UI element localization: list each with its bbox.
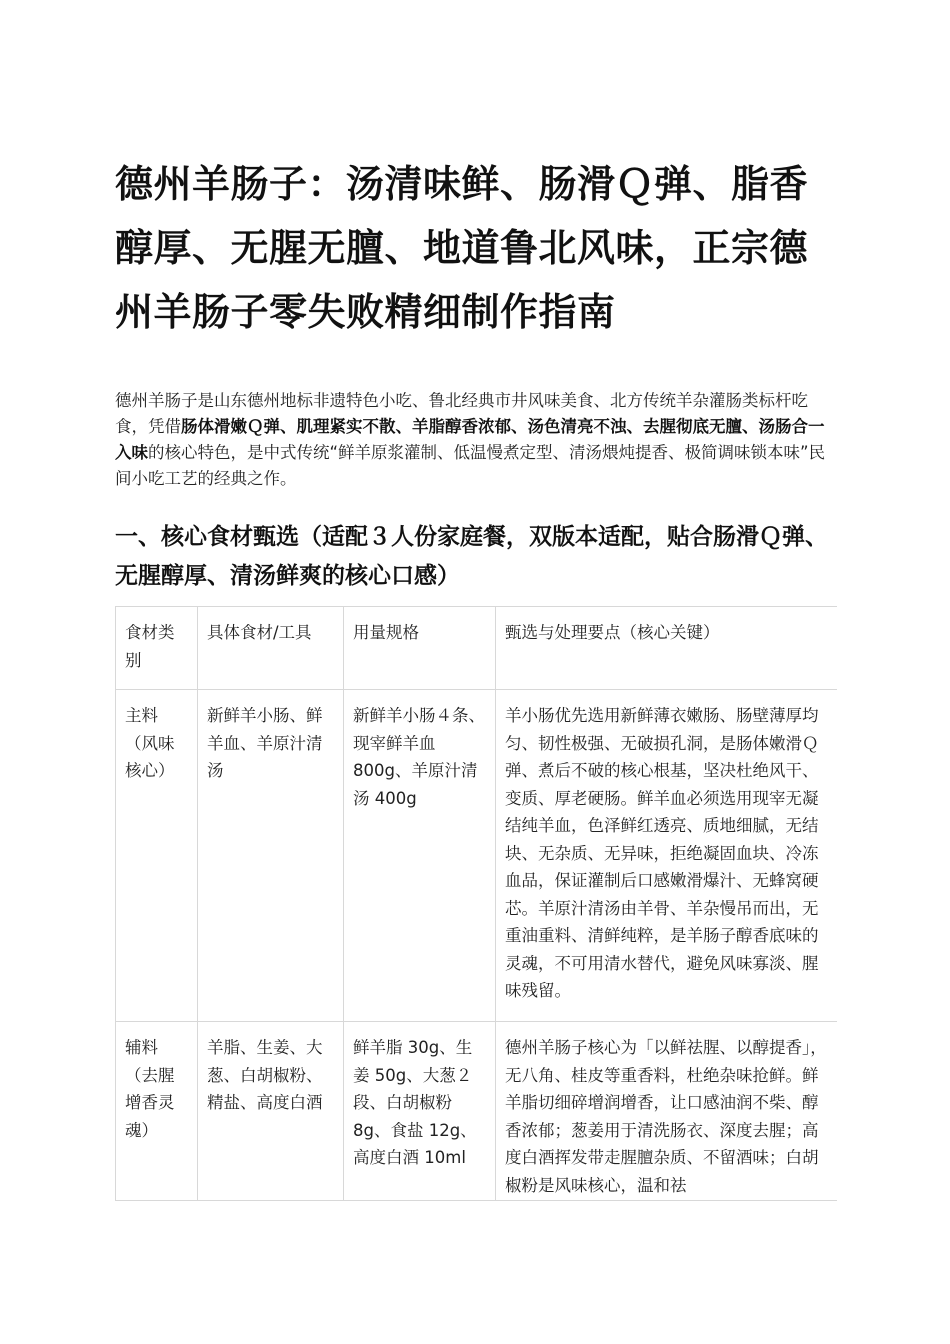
table-cell-category: 辅料（去腥增香灵魂） — [116, 1022, 198, 1202]
table-row — [116, 1022, 838, 1202]
table-header-row — [116, 607, 838, 690]
table-header-cell: 具体食材/工具 — [198, 607, 344, 690]
table-cell-amount: 鲜羊脂 30g、生姜 50g、大葱２段、白胡椒粉8g、食盐 12g、高度白酒 10ml — [344, 1022, 496, 1202]
intro-text-1: 德州羊肠子是山东德州地标非遗特色小吃、鲁北经典市井风味美食、北方传统羊杂灌肠类标杆吃食，凭借 — [115, 391, 808, 436]
table-cell-items: 羊脂、生姜、大葱、白胡椒粉、精盐、高度白酒 — [198, 1022, 344, 1202]
table-cell-category: 主料（风味核心） — [116, 690, 198, 1022]
intro-text-2: 的核心特色，是中式传统“鲜羊原浆灌制、低温慢煮定型、清汤煨炖提香、极简调味锁本味”民间小吃工艺的经典之作。 — [115, 443, 826, 488]
table-header-cell: 甄选与处理要点（核心关键） — [496, 607, 838, 690]
table-header-cell: 食材类别 — [116, 607, 198, 690]
ingredients-table-container — [115, 606, 837, 1201]
ingredients-table — [115, 606, 837, 1201]
table-cell-items: 新鲜羊小肠、鲜羊血、羊原汁清汤 — [198, 690, 344, 1022]
section-heading-ingredients: 一、核心食材甄选（适配３人份家庭餐，双版本适配，贴合肠滑Ｑ弹、无腥醇厚、清汤鲜爽的核心口感） — [115, 524, 828, 589]
table-row — [116, 690, 838, 1022]
table-cell-notes: 羊小肠优先选用新鲜薄衣嫩肠、肠壁薄厚均匀、韧性极强、无破损孔洞，是肠体嫩滑Ｑ弹、煮后不破的核心根基，坚决杜绝风干、变质、厚老硬肠。鲜羊血必须选用现宰无凝结纯羊血，色泽鲜红透亮、质地细腻，无结块、无杂质、无异味，拒绝凝固血块、冷冻血品，保证灌制后口感嫩滑爆汁、无蜂窝硬芯。羊原汁清汤由羊骨、羊杂慢吊而出，无重油重料、清鲜纯粹，是羊肠子醇香底味的灵魂，不可用清水替代，避免风味寡淡、腥味残留。 — [496, 690, 838, 1022]
page-title: 德州羊肠子：汤清味鲜、肠滑Ｑ弹、脂香醇厚、无腥无膻、地道鲁北风味，正宗德州羊肠子零失败精细制作指南 — [115, 162, 809, 334]
table-cell-amount: 新鲜羊小肠４条、现宰鲜羊血800g、羊原汁清汤 400g — [344, 690, 496, 1022]
document-page — [115, 152, 837, 1201]
intro-paragraph — [115, 388, 837, 492]
table-cell-notes: 德州羊肠子核心为「以鲜祛腥、以醇提香」，无八角、桂皮等重香料，杜绝杂味抢鲜。鲜羊脂切细碎增润增香，让口感油润不柴、醇香浓郁；葱姜用于清洗肠衣、深度去腥；高度白酒挥发带走腥膻杂质、不留酒味；白胡椒粉是风味核心，温和祛 — [496, 1022, 838, 1202]
intro-bold-highlight: 肠体滑嫩Ｑ弹、肌理紧实不散、羊脂醇香浓郁、汤色清亮不浊、去腥彻底无膻、汤肠合一入味 — [115, 417, 825, 462]
table-header-cell: 用量规格 — [344, 607, 496, 690]
